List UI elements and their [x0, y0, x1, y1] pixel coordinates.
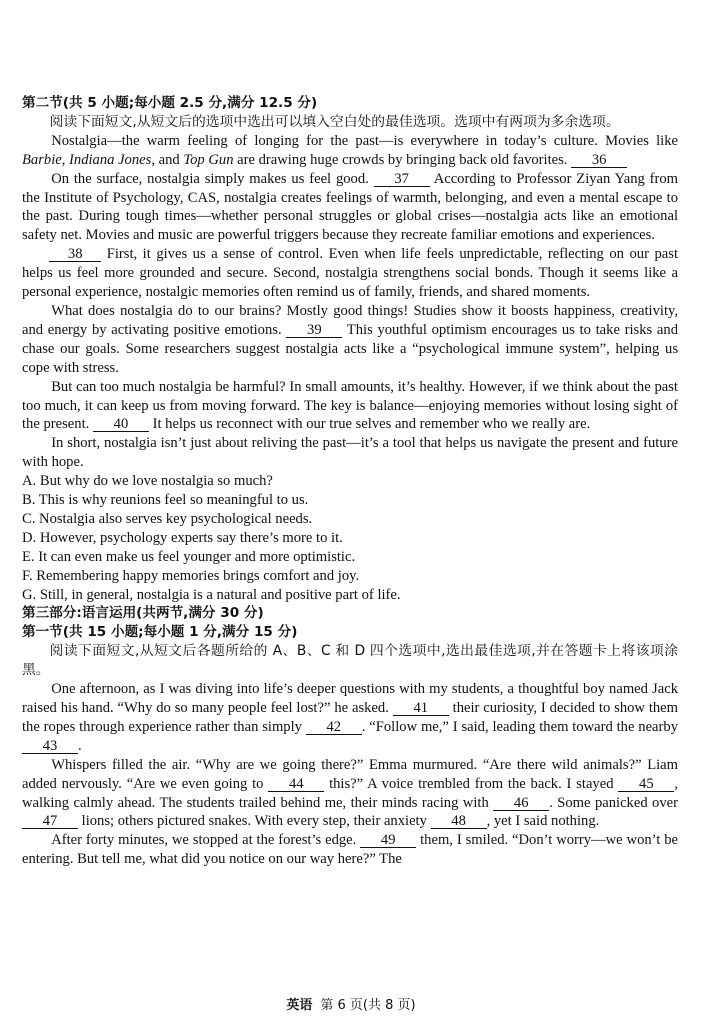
subject-label: 英语: [286, 998, 313, 1013]
passage2-paragraph-1: One afternoon, as I was diving into life’s deeper questions with my students, a thoughtful boy named Jack raised his hand. “Why do so many people feel lost?” he asked. 41 their curiosity, I decided to show them the ropes through experience rather than simply 42 . “Follow me,” I said, leading them toward the nearby 43 .: [22, 681, 679, 754]
movie-title: Barbie: [22, 151, 62, 168]
blank-45: 45: [618, 777, 674, 792]
blank-38: 38: [49, 247, 101, 262]
blank-47: 47: [22, 814, 78, 829]
passage2-paragraph-3: After forty minutes, we stopped at the forest’s edge. 49 them, I smiled. “Don’t worry—we won’t be entering. But tell me, what did you notice on our way here?” The: [22, 832, 679, 868]
blank-49: 49: [360, 833, 416, 848]
option-c: C. Nostalgia also serves key psychological needs.: [22, 510, 313, 527]
movie-title: Top Gun: [183, 151, 234, 168]
section2-heading: 第二节(共 5 小题;每小题 2.5 分,满分 12.5 分): [22, 95, 318, 111]
option-f: F. Remembering happy memories brings comfort and joy.: [22, 567, 360, 584]
passage1-paragraph-6: In short, nostalgia isn’t just about reliving the past—it’s a tool that helps us navigate the present and future with hope.: [22, 435, 678, 471]
section1-instruction: 阅读下面短文,从短文后各题所给的 A、B、C 和 D 四个选项中,选出最佳选项,并在答题卡上将该项涂黑。: [22, 643, 678, 679]
page-number: 第 6 页(共 8 页): [320, 998, 416, 1013]
blank-39: 39: [286, 323, 342, 338]
passage1-paragraph-2: On the surface, nostalgia simply makes us feel good. 37 According to Professor Ziyan Yang from the Institute of Psychology, CAS, nostalgia creates feelings of warmth, belonging, and even a mental escape to the past. During tough times—whether personal struggles or global crises—nostalgia acts like an emotional safety net. Movies and music are powerful triggers because they recreate familiar emotions and experiences.: [22, 170, 679, 244]
passage1-paragraph-1: Nostalgia—the warm feeling of longing for the past—is everywhere in today’s culture. Movies like Barbie, Indiana Jones, and Top Gun are drawing huge crowds by bringing back old favorites. 36: [22, 132, 678, 168]
option-a: A. But why do we love nostalgia so much?: [22, 473, 273, 490]
section2-instruction: 阅读下面短文,从短文后的选项中选出可以填入空白处的最佳选项。选项中有两项为多余选项。: [49, 113, 620, 130]
passage1-paragraph-3: 38 First, it gives us a sense of control. Even when life feels unpredictable, reflecting on our past helps us feel more grounded and secure. Second, nostalgia strengthens social bonds. Though it seems like a personal experience, nostalgic memories often remind us of family, friends, and shared moments.: [22, 246, 679, 301]
blank-40: 40: [93, 417, 149, 432]
blank-42: 42: [306, 720, 362, 735]
option-e: E. It can even make us feel younger and more optimistic.: [22, 548, 356, 565]
option-d: D. However, psychology experts say there’s more to it.: [22, 529, 343, 546]
part3-heading: 第三部分:语言运用(共两节,满分 30 分): [22, 605, 264, 622]
blank-46: 46: [493, 796, 549, 811]
passage1-paragraph-5: But can too much nostalgia be harmful? In small amounts, it’s healthy. However, if we think about the past too much, it can keep us from moving forward. The key is balance—enjoying memories without losing sight of the present. 40 It helps us reconnect with our true selves and remember who we really are.: [22, 378, 678, 433]
movie-title: Indiana Jones: [69, 151, 152, 168]
section1-heading: 第一节(共 15 小题;每小题 1 分,满分 15 分): [22, 624, 298, 641]
option-b: B. This is why reunions feel so meaningful to us.: [22, 492, 309, 509]
passage1-paragraph-4: What does nostalgia do to our brains? Mostly good things! Studies show it boosts happiness, creativity, and energy by activating positive emotions. 39 This youthful optimism encourages us to take risks and chase our goals. Some researchers suggest nostalgia acts like a “psychological immune system”, helping us cope with stress.: [22, 302, 678, 376]
options-list: [22, 472, 678, 604]
blank-41: 41: [393, 701, 449, 716]
blank-37: 37: [374, 172, 430, 187]
page-footer: [0, 997, 702, 1016]
blank-36: 36: [571, 153, 627, 168]
option-g: G. Still, in general, nostalgia is a natural and positive part of life.: [22, 586, 401, 603]
blank-48: 48: [431, 814, 487, 829]
blank-44: 44: [268, 777, 324, 792]
blank-43: 43: [22, 739, 78, 754]
page-content: [22, 94, 678, 869]
passage2-paragraph-2: Whispers filled the air. “Why are we going there?” Emma murmured. “Are there wild animals?” Liam added nervously. “Are we even going to 44 this?” A voice trembled from the back. I stayed 45 , walking calmly ahead. The students trailed behind me, their minds racing with 46 . Some panicked over 47 lions; others pictured snakes. With every step, their anxiety 48 , yet I said nothing.: [22, 756, 678, 830]
